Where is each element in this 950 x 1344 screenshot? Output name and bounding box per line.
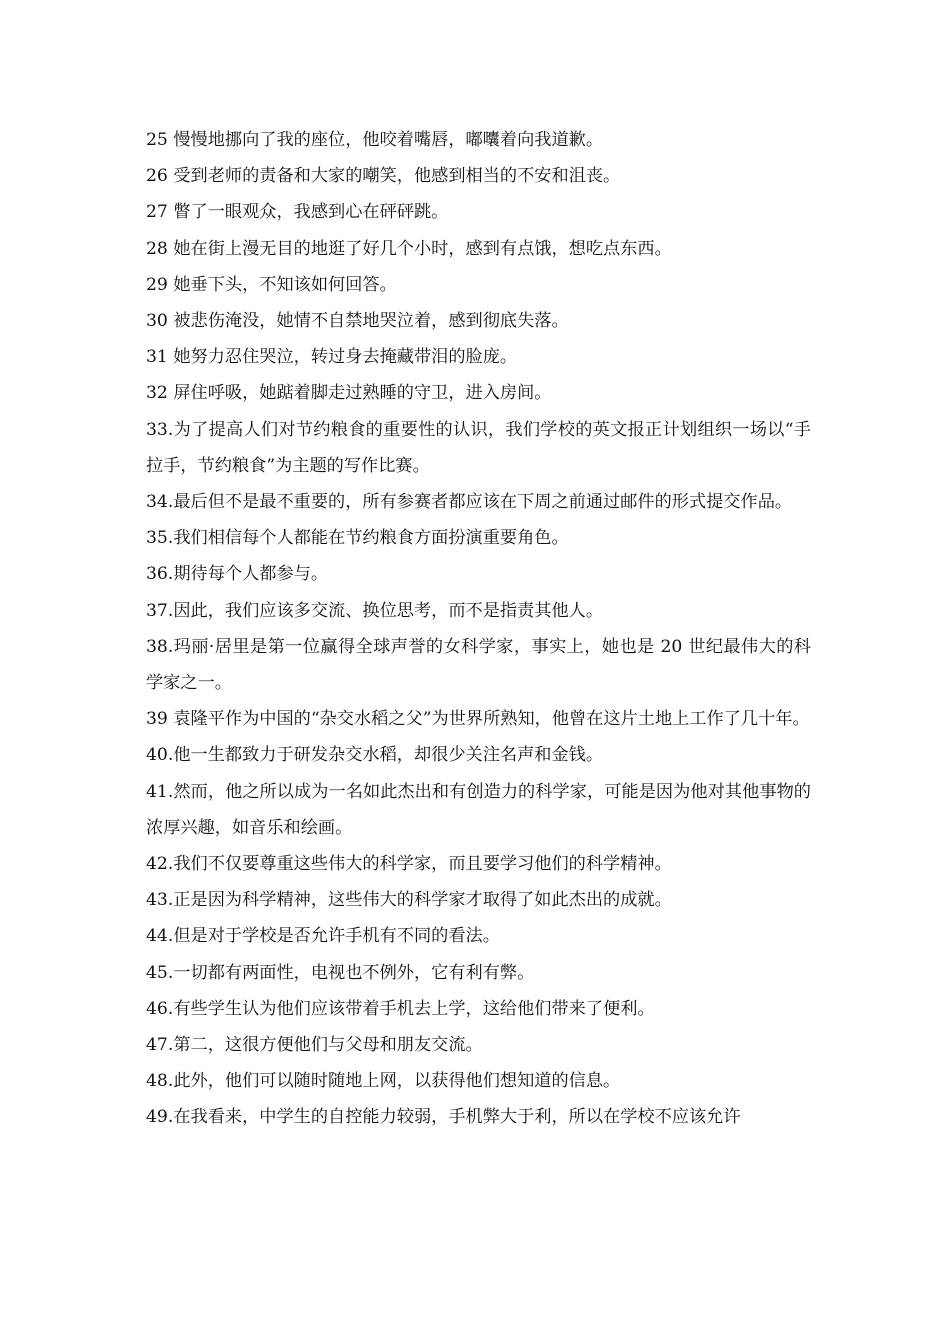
sentence-28: 28 她在街上漫无目的地逛了好几个小时，感到有点饿，想吃点东西。 <box>146 238 672 259</box>
sentence-36: 36.期待每个人都参与。 <box>146 564 329 585</box>
sentence-37: 37.因此，我们应该多交流、换位思考，而不是指责其他人。 <box>146 600 604 621</box>
sentence-41: 41.然而，他之所以成为一名如此杰出和有创造力的科学家，可能是因为他对其他事物的浓厚兴趣，如音乐和绘画。 <box>146 781 811 838</box>
sentence-45: 45.一切都有两面性，电视也不例外，它有利有弊。 <box>146 962 535 983</box>
sentence-35: 35.我们相信每个人都能在节约粮食方面扮演重要角色。 <box>146 528 569 549</box>
sentence-47: 47.第二，这很方便他们与父母和朋友交流。 <box>146 1035 483 1056</box>
sentence-39: 39 袁隆平作为中国的“杂交水稻之父”为世界所熟知，他曾在这片土地上工作了几十年。 <box>146 709 810 730</box>
sentence-40: 40.他一生都致力于研发杂交水稻，却很少关注名声和金钱。 <box>146 745 604 766</box>
sentence-42: 42.我们不仅要尊重这些伟大的科学家，而且要学习他们的科学精神。 <box>146 854 672 875</box>
sentence-38: 38.玛丽·居里是第一位赢得全球声誉的女科学家，事实上，她也是 20 世纪最伟大的科学家之一。 <box>146 636 811 694</box>
sentence-34: 34.最后但不是最不重要的，所有参赛者都应该在下周之前通过邮件的形式提交作品。 <box>146 492 793 513</box>
sentence-29: 29 她垂下头，不知该如何回答。 <box>146 274 397 295</box>
sentence-44: 44.但是对于学校是否允许手机有不同的看法。 <box>146 926 500 947</box>
sentence-49: 49.在我看来，中学生的自控能力较弱，手机弊大于利，所以在学校不应该允许 <box>146 1107 741 1128</box>
sentence-30: 30 被悲伤淹没，她情不自禁地哭泣着，感到彻底失落。 <box>146 311 569 332</box>
sentence-48: 48.此外，他们可以随时随地上网，以获得他们想知道的信息。 <box>146 1071 621 1092</box>
sentence-31: 31 她努力忍住哭泣，转过身去掩藏带泪的脸庞。 <box>146 347 518 368</box>
sentence-46: 46.有些学生认为他们应该带着手机去上学，这给他们带来了便利。 <box>146 998 655 1019</box>
sentence-25: 25 慢慢地挪向了我的座位，他咬着嘴唇，嘟囔着向我道歉。 <box>146 130 604 150</box>
sentence-43: 43.正是因为科学精神，这些伟大的科学家才取得了如此杰出的成就。 <box>146 890 672 911</box>
document-body <box>146 122 811 1136</box>
sentence-26: 26 受到老师的责备和大家的嘲笑，他感到相当的不安和沮丧。 <box>146 166 621 187</box>
sentence-33: 33.为了提高人们对节约粮食的重要性的认识，我们学校的英文报正计划组织一场以“手拉手，节约粮食”为主题的写作比赛。 <box>146 419 811 476</box>
sentence-32: 32 屏住呼吸，她踮着脚走过熟睡的守卫，进入房间。 <box>146 383 552 404</box>
sentence-27: 27 瞥了一眼观众，我感到心在砰砰跳。 <box>146 202 449 223</box>
